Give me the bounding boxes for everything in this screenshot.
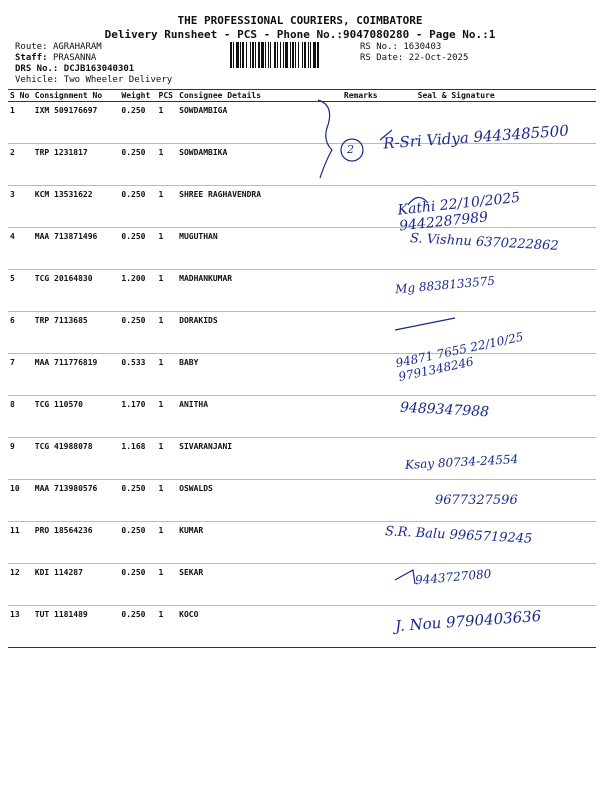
cell-consignee: KOCO xyxy=(177,606,332,648)
cell-pcs: 1 xyxy=(157,312,178,354)
page-title: THE PROFESSIONAL COURIERS, COIMBATORE xyxy=(177,14,423,27)
cell-consignment-no: KCM 13531622 xyxy=(33,186,120,228)
cell-consignee: MADHANKUMAR xyxy=(177,270,332,312)
cell-consignee: BABY xyxy=(177,354,332,396)
drs-label: DRS No.: xyxy=(15,64,59,74)
rs-no-label: RS No.: xyxy=(360,42,398,52)
cell-pcs: 1 xyxy=(157,102,178,144)
col-header-signature: Seal & Signature xyxy=(390,90,596,102)
col-header-pcs: PCS xyxy=(157,90,178,102)
cell-sno: 2 xyxy=(8,144,33,186)
cell-weight: 1.168 xyxy=(119,438,156,480)
cell-pcs: 1 xyxy=(157,354,178,396)
cell-pcs: 1 xyxy=(157,438,178,480)
cell-consignment-no: KDI 114287 xyxy=(33,564,120,606)
cell-weight: 0.250 xyxy=(119,186,156,228)
cell-consignment-no: TCG 20164830 xyxy=(33,270,120,312)
rs-date-value: 22-Oct-2025 xyxy=(408,53,469,63)
cell-sno: 6 xyxy=(8,312,33,354)
cell-pcs: 1 xyxy=(157,186,178,228)
cell-weight: 0.250 xyxy=(119,228,156,270)
cell-consignment-no: PRO 18564236 xyxy=(33,522,120,564)
cell-sno: 7 xyxy=(8,354,33,396)
cell-consignee: OSWALDS xyxy=(177,480,332,522)
cell-sno: 3 xyxy=(8,186,33,228)
cell-consignee: SOWDAMBIGA xyxy=(177,102,332,144)
col-header-remarks: Remarks xyxy=(332,90,390,102)
page-subtitle: Delivery Runsheet - PCS - Phone No.:9047080280 - Page No.:1 xyxy=(104,28,496,41)
cell-weight: 0.250 xyxy=(119,564,156,606)
cell-weight: 0.250 xyxy=(119,522,156,564)
cell-consignee: SEKAR xyxy=(177,564,332,606)
remark-circle-number: 2 xyxy=(347,143,354,156)
cell-pcs: 1 xyxy=(157,396,178,438)
cell-consignee: MUGUTHAN xyxy=(177,228,332,270)
signature-row-10: 9677327596 xyxy=(435,493,518,508)
cell-consignment-no: TRP 1231817 xyxy=(33,144,120,186)
cell-sno: 9 xyxy=(8,438,33,480)
signature-row-6-7: 94871 7655 22/10/25 9791348246 xyxy=(394,329,525,385)
cell-pcs: 1 xyxy=(157,606,178,648)
cell-consignment-no: MAA 713980576 xyxy=(33,480,120,522)
drs-value: DCJB163040301 xyxy=(63,64,135,74)
cell-pcs: 1 xyxy=(157,564,178,606)
signature-row-5: Mg 8838133575 xyxy=(394,273,496,297)
staff-label: Staff: xyxy=(15,53,48,63)
cell-sno: 1 xyxy=(8,102,33,144)
signature-row-11: S.R. Balu 9965719245 xyxy=(384,524,533,547)
cell-pcs: 1 xyxy=(157,228,178,270)
brace-mark xyxy=(318,100,332,178)
signature-row-3: Kathi 22/10/2025 9442287989 xyxy=(396,189,521,235)
cell-consignee: DORAKIDS xyxy=(177,312,332,354)
cell-sno: 5 xyxy=(8,270,33,312)
col-header-weight: Weight xyxy=(119,90,156,102)
staff-value: PRASANNA xyxy=(52,53,97,63)
signature-row-1-2: R-Sri Vidya 9443485500 xyxy=(382,121,570,153)
cell-consignee: SOWDAMBIKA xyxy=(177,144,332,186)
col-header-consignee: Consignee Details xyxy=(177,90,332,102)
cell-consignment-no: TCG 41988078 xyxy=(33,438,120,480)
rs-no-value: 1630403 xyxy=(403,42,442,52)
cell-sno: 8 xyxy=(8,396,33,438)
cell-sno: 4 xyxy=(8,228,33,270)
signature-row-9: Ksay 80734-24554 xyxy=(404,452,519,472)
cell-sno: 13 xyxy=(8,606,33,648)
cell-sno: 11 xyxy=(8,522,33,564)
cell-consignee: SHREE RAGHAVENDRA xyxy=(177,186,332,228)
cell-consignee: ANITHA xyxy=(177,396,332,438)
cell-weight: 0.250 xyxy=(119,312,156,354)
cell-sno: 12 xyxy=(8,564,33,606)
cell-consignment-no: IXM 509176697 xyxy=(33,102,120,144)
cell-pcs: 1 xyxy=(157,144,178,186)
cell-pcs: 1 xyxy=(157,480,178,522)
vehicle-label: Vehicle: xyxy=(15,75,59,85)
col-header-consignment: Consignment No xyxy=(33,90,120,102)
route-label: Route: xyxy=(15,42,48,52)
cell-weight: 0.250 xyxy=(119,102,156,144)
cell-consignment-no: TUT 1181489 xyxy=(33,606,120,648)
cell-weight: 1.170 xyxy=(119,396,156,438)
rs-date-label: RS Date: xyxy=(360,53,404,63)
cell-consignee: SIVARANJANI xyxy=(177,438,332,480)
signature-row-12: 9443727080 xyxy=(414,566,492,588)
cell-consignment-no: TRP 7113685 xyxy=(33,312,120,354)
cell-pcs: 1 xyxy=(157,270,178,312)
cell-consignment-no: MAA 711776819 xyxy=(33,354,120,396)
cell-weight: 0.533 xyxy=(119,354,156,396)
cell-sno: 10 xyxy=(8,480,33,522)
cell-consignment-no: MAA 713871496 xyxy=(33,228,120,270)
col-header-sno: S No xyxy=(8,90,33,102)
cell-consignee: KUMAR xyxy=(177,522,332,564)
route-value: AGRAHARAM xyxy=(52,42,102,52)
cell-weight: 0.250 xyxy=(119,606,156,648)
cell-weight: 0.250 xyxy=(119,480,156,522)
signature-row-4: S. Vishnu 6370222862 xyxy=(409,231,559,254)
cell-weight: 1.200 xyxy=(119,270,156,312)
cell-consignment-no: TCG 110570 xyxy=(33,396,120,438)
vehicle-value: Two Wheeler Delivery xyxy=(63,75,173,85)
cell-pcs: 1 xyxy=(157,522,178,564)
signature-row-8: 9489347988 xyxy=(399,399,490,421)
signature-row-13: J. Nou 9790403636 xyxy=(394,606,542,636)
cell-weight: 0.250 xyxy=(119,144,156,186)
